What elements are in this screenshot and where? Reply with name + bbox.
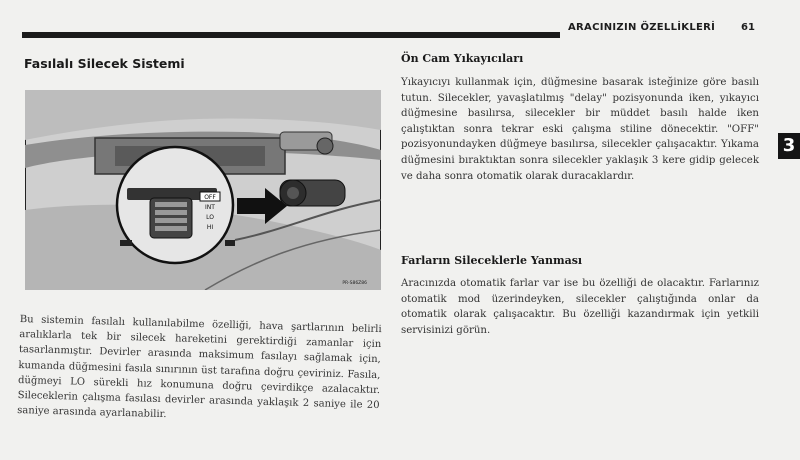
section-title-headlights-with-wipers: Farların Sileceklerle Yanması <box>401 254 583 267</box>
switch-label-lo: LO <box>206 214 214 221</box>
switch-label-off: OFF <box>204 194 216 201</box>
figure-code: PR-S86Z86 <box>342 281 367 286</box>
switch-label-hi: HI <box>206 224 214 231</box>
header-rule <box>22 32 560 38</box>
headlights-with-wipers-paragraph: Aracınızda otomatik farlar var ise bu özelliği de olacaktır. Farlarınız otomatik mod üzerindeyken, silecekler çalıştığında onlar da otomatik olarak çalışacaktır. Bu özelliği kazandırmak için yetkili servisinizi görün. <box>401 278 759 336</box>
wiper-switch-illustration <box>25 90 381 290</box>
intermittent-wiper-paragraph: Bu sistemin fasılalı kullanılabilme özelliği, hava şartlarının belirli aralıklarla tek bir silecek hareketini gerektirdiği zamanlar için tasarlanmıştır. Devirler arasında maksimum fasılayı sağlamak için, kumanda düğmesini fasıla sınırının üst tarafına doğru çeviriniz. Fasıla, düğmeyi LO sürekli hız konumuna doğru çevirdikçe azalacaktır. Sileceklerin çalışma fasılası devirler arasında yaklaşık 2 saniye ile 20 saniye arasında ayarlanabilir. <box>17 313 382 421</box>
page-number: 61 <box>741 22 755 33</box>
switch-label-int: INT <box>205 204 215 211</box>
running-header-title: ARACINIZIN ÖZELLİKLERİ <box>568 22 716 33</box>
section-title-washers: Ön Cam Yıkayıcıları <box>401 52 524 65</box>
washers-paragraph: Yıkayıcıyı kullanmak için, düğmesine basarak isteğinize göre basılı tutun. Silecekler, yavaşlatılmış "delay" pozisyonunda iken, yıkayıcı düğmesine basılırsa, silecekler bir müddet basılı halde iken çalıştıktan sonra tekrar eski çalışma stiline dönecektir. "OFF" pozisyonundayken düğmeye basılırsa, silecekler çalışacaktır. Yıkama düğmesini bıraktıktan sonra silecekler yaklaşık 3 kere gidip gelecek ve daha sonra otomatik olarak duracaklardır. <box>401 77 759 182</box>
section-title-intermittent-wiper: Fasılalı Silecek Sistemi <box>24 56 185 71</box>
chapter-tab: 3 <box>778 133 800 159</box>
